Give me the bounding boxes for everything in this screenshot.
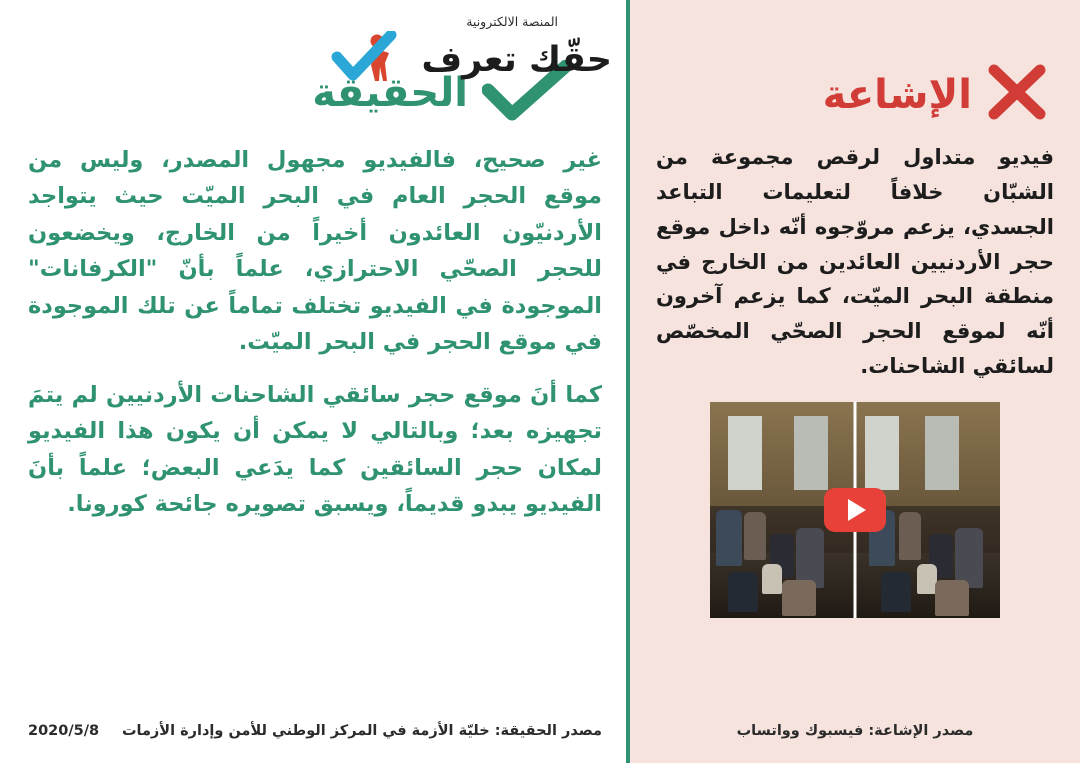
truth-footer (28, 723, 602, 753)
logo-wordmark: حقّك تعرف (421, 39, 612, 80)
check-mark-person-logo-icon (331, 31, 417, 89)
truth-paragraph-2: كما أنَ موقع حجر سائقي الشاحنات الأردنيين لم يتمَ تجهيزه بعد؛ وبالتالي لا يمكن أن يكون هذا الفيديو لمكان حجر السائقين كما يدَعي البعض؛ علماً بأنَ الفيديو يبدو قديماً، ويسبق تصويره جائحة كورونا. (28, 381, 602, 517)
logo-subtitle: المنصة الالكترونية (466, 14, 558, 29)
truth-source-text: مصدر الحقيقة: خليّة الأزمة في المركز الوطني للأمن وإدارة الأزمات (121, 723, 602, 739)
rumor-body (656, 140, 1054, 384)
rumor-video-thumbnail[interactable] (710, 402, 1000, 618)
truth-paragraph-1: غير صحيح، فالفيديو مجهول المصدر، وليس من موقع الحجر العام في البحر الميّت حيث يتواجد الأردنيّون العائدون أخيراً من الخارج، ويخضعون للحجر الصحّي الاحترازي، علماً بأنّ "الكرفانات" الموجودة في الفيديو تختلف تماماً عن تلك الموجودة في موقع الحجر في البحر الميّت. (28, 147, 602, 356)
rumor-paragraph: فيديو متداول لرقص مجموعة من الشبّان خلافاً لتعليمات التباعد الجسدي، يزعم مروّجوه أنّه داخل موقع حجر الأردنيين العائدين من الخارج في منطقة البحر الميّت، كما يزعم آخرون أنّه لموقع الحجر الصحّي المخصّص لسائقي الشاحنات. (656, 145, 1054, 379)
truth-body (28, 142, 602, 538)
publication-date: 2020/5/8 (28, 723, 100, 739)
rumor-footer (656, 723, 1054, 753)
truth-title: الحقيقة (312, 70, 468, 116)
rumor-source-text: مصدر الإشاعة: فيسبوك وواتساب (736, 723, 974, 739)
rumor-panel (630, 0, 1080, 763)
panel-divider (626, 0, 630, 763)
logo (362, 14, 612, 88)
rumor-title: الإشاعة (822, 72, 972, 118)
x-mark-icon (986, 64, 1048, 126)
play-button-icon[interactable] (824, 488, 886, 532)
rumor-header (656, 64, 1048, 126)
